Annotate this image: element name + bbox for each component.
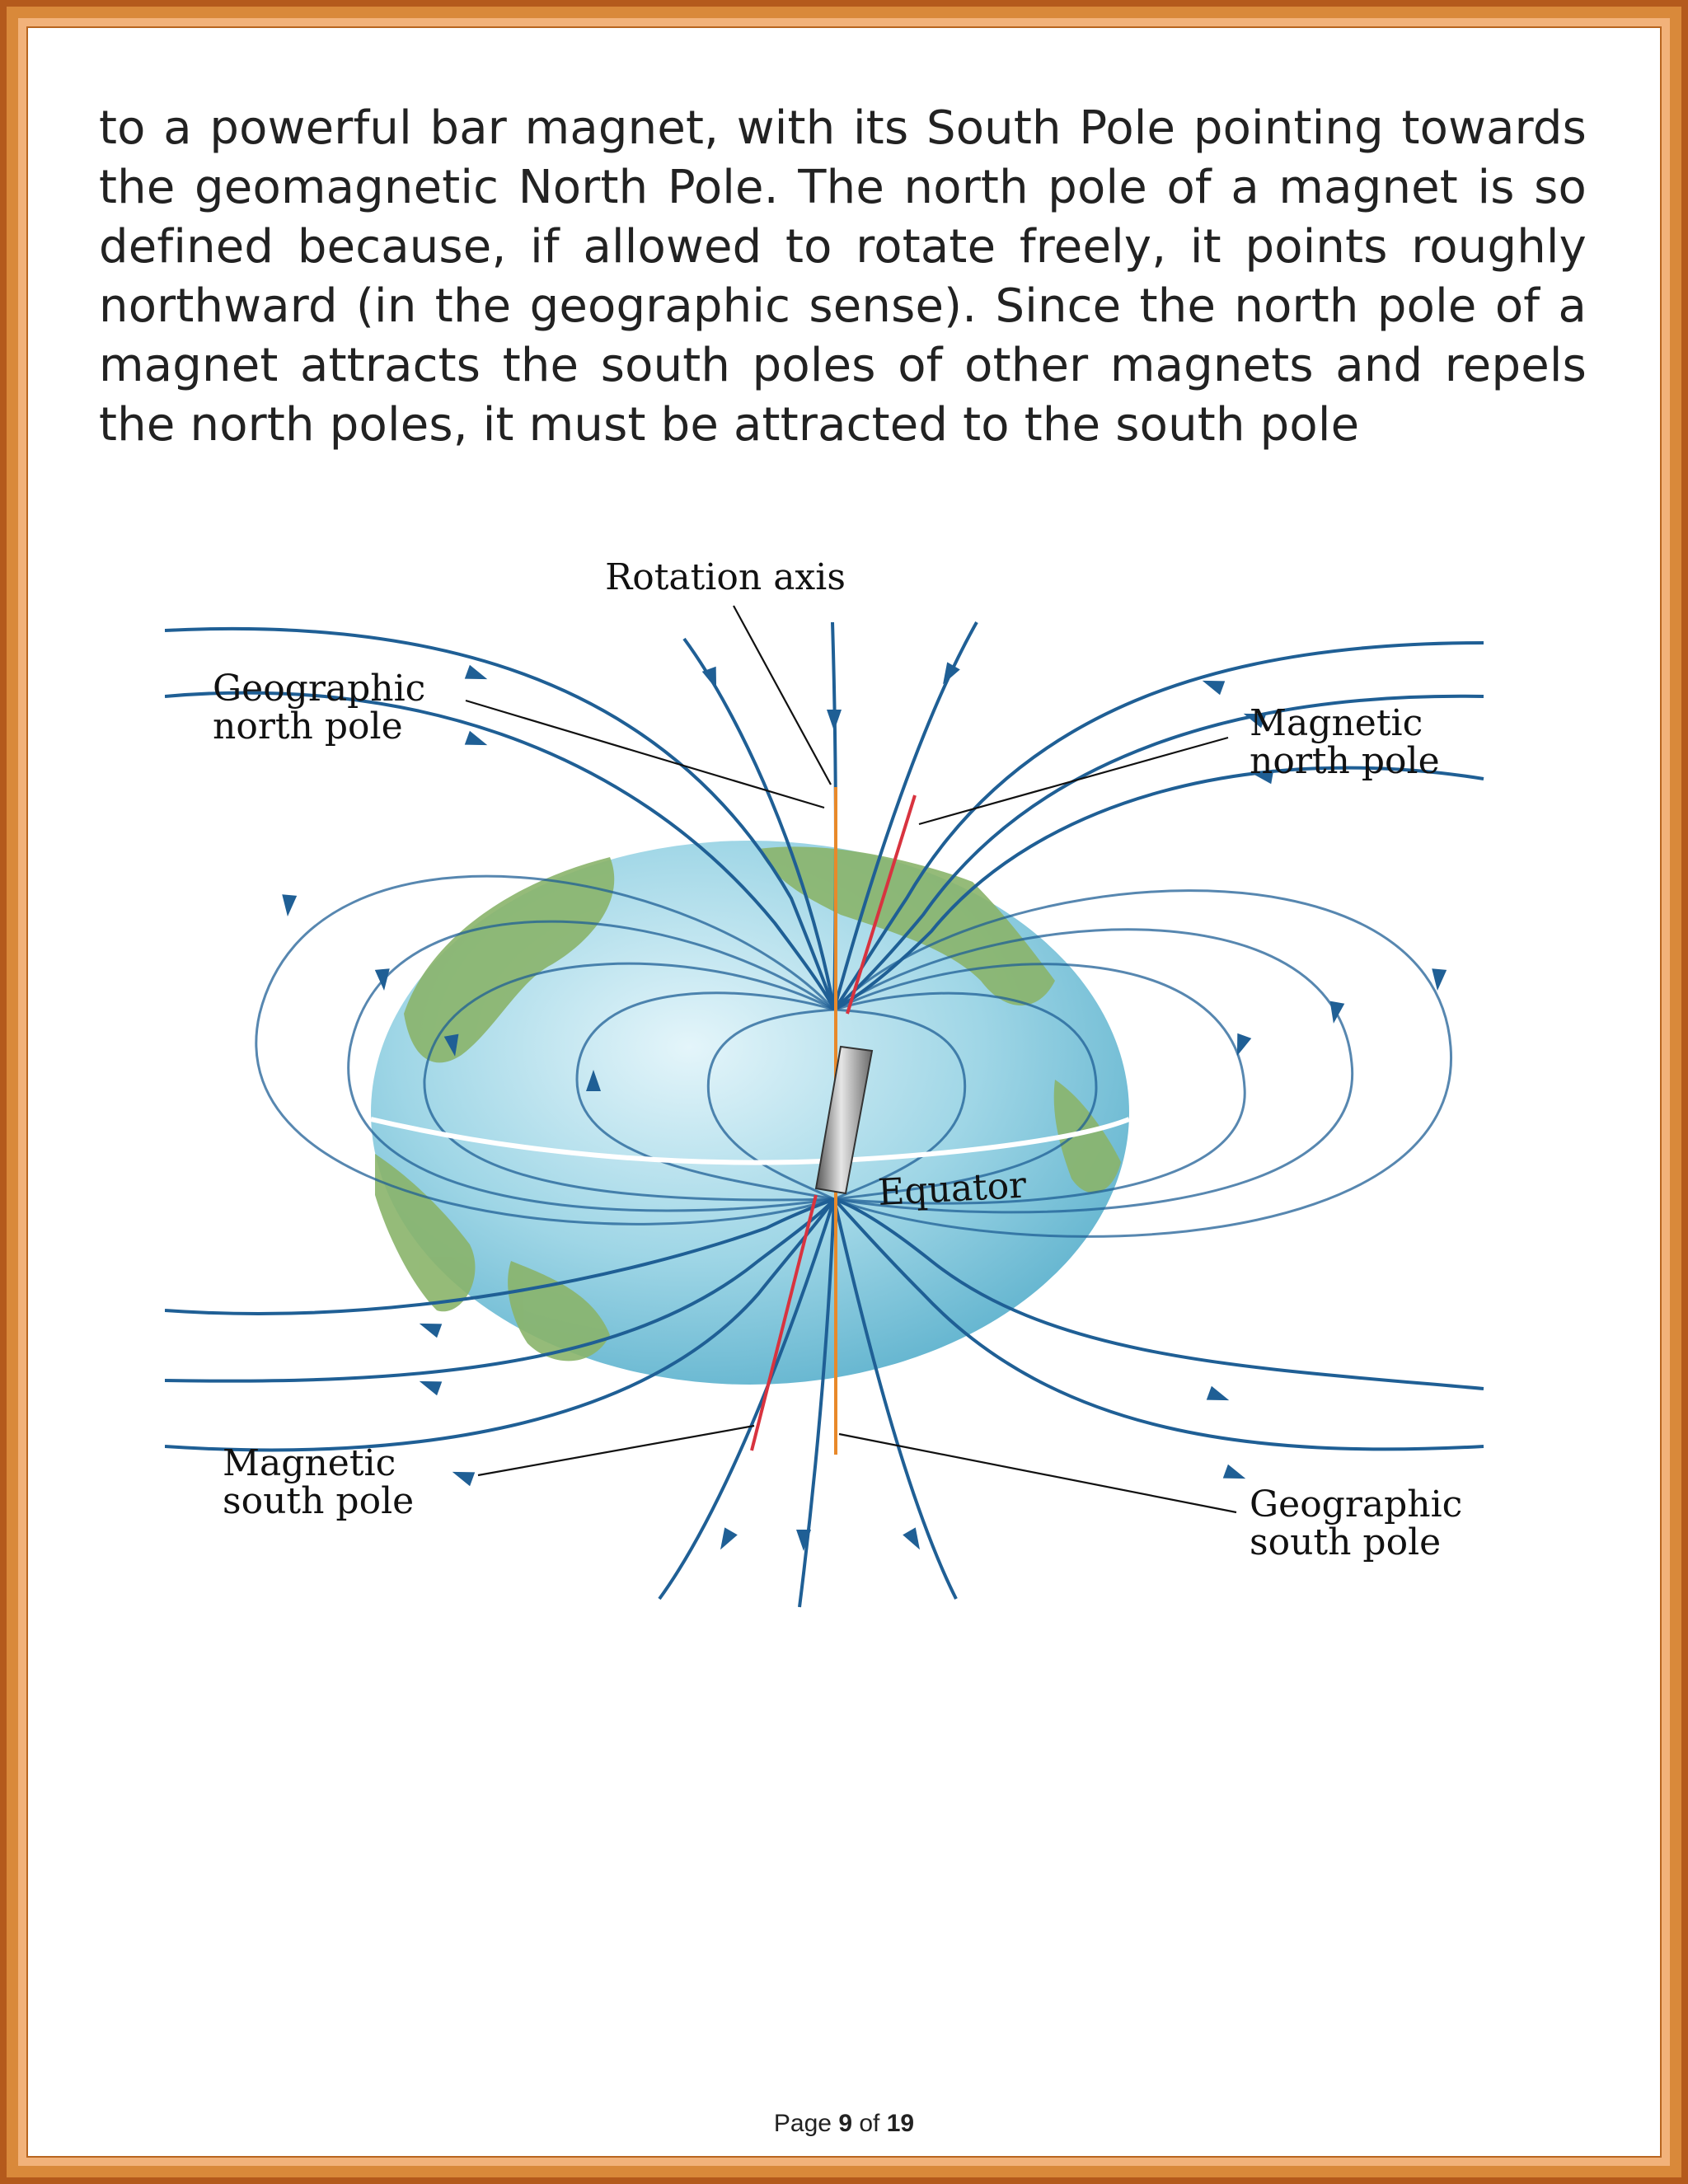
footer-of-word: of [859,2110,880,2137]
footer-current-page: 9 [838,2110,852,2137]
field-arrow [936,662,960,688]
field-arrow [903,1527,926,1554]
magnetic-north-pole-label: Magnetic north pole [1250,702,1440,782]
body-paragraph: to a powerful bar magnet, with its South Pole pointing towards the geomagnetic North Pole. The north pole of a magnet is so defined because, if allowed to rotate freely, it points roughly northward (in the geographic sense). Since the north pole of a magnet attracts the south poles of other magnets and repels the north poles, it must be attracted to the south pole [99,101,1587,452]
footer-page-word: Page [773,2110,832,2137]
magnetic-south-pole-label: Magnetic south pole [223,1442,415,1522]
field-arrow [465,731,490,752]
field-arrow [714,1527,738,1554]
geographic-south-pole-label: Geographic south pole [1250,1483,1463,1563]
equator-label: Equator [876,1164,1028,1214]
field-arrow [450,1465,476,1486]
field-arrow [280,894,297,916]
field-arrow [1223,1465,1249,1486]
page-footer [0,2110,1688,2138]
rotation-axis-label: Rotation axis [605,556,846,598]
footer-total-pages: 19 [886,2110,915,2137]
geographic-north-pole-label: Geographic north pole [213,668,426,748]
field-arrow [465,665,490,687]
field-arrow [827,710,842,731]
earth-magnetic-field-figure [165,552,1550,1624]
field-arrow [417,1316,443,1338]
field-arrow [417,1374,443,1395]
field-arrow [1207,1386,1232,1408]
